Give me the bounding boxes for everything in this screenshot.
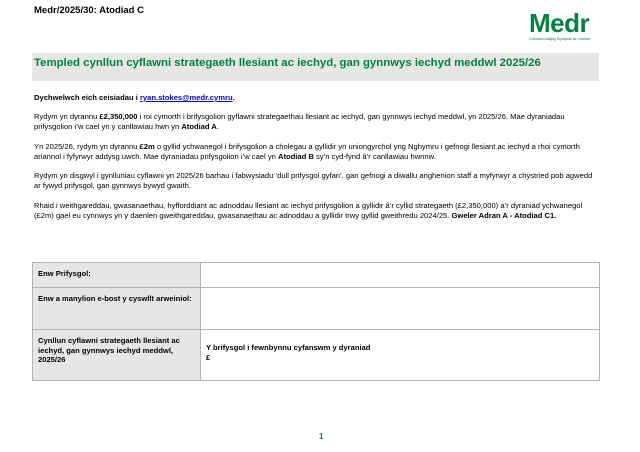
para1-text-3: . xyxy=(216,122,220,131)
logo-subtitle: Comisiwn Addysg Drydyddol ac Ymchwil xyxy=(529,37,590,41)
input-university-name[interactable] xyxy=(201,263,600,288)
para1-text-1: Rydym yn dyrannu xyxy=(34,112,100,121)
table-row xyxy=(33,288,600,330)
paragraph-additional-funding xyxy=(34,142,600,162)
para4-section-ref: Gweler Adran A - Atodiad C1. xyxy=(451,210,557,220)
para2-text-1: Yn 2025/26, rydym yn dyrannu xyxy=(34,141,140,151)
email-link[interactable]: ryan.stokes@medr.cymru xyxy=(139,93,233,102)
para1-text-2: i roi cymorth i brifysgolion gyflawni strategaethau llesiant ac iechyd, gan gynnwys iechyd meddwl, yn 2025/26. Mae dyraniadau prifysgolion i’w cael yn y canllawiau hwn yn xyxy=(34,112,565,131)
return-prefix: Dychwelwch eich ceisiadau i xyxy=(34,93,140,102)
para2-text-3: sy’n cyd-fynd â’r canllawiau hwnnw. xyxy=(313,151,436,161)
page-title: Templed cynllun cyflawni strategaeth llesiant ac iechyd, gan gynnwys iechyd meddwl 2025/26 xyxy=(34,57,541,69)
input-lead-contact[interactable] xyxy=(201,288,600,330)
label-lead-contact: Enw a manylion e-bost y cyswllt arweiniol: xyxy=(33,288,201,330)
para2-annex-ref: Atodiad B xyxy=(277,151,314,161)
label-university-name: Enw Prifysgol: xyxy=(33,263,201,288)
para2-text-2: o gyllid ychwanegol i brifysgolion a cholegau a gyllidir yn uniongyrchol yng Nghymru i gefnogi llesiant ac iechyd a rhoi cymorth ariannol i fyfyrwyr addysg uwch. Mae dyraniadau prifysgolion i’w cael yn xyxy=(34,141,580,161)
table-row xyxy=(33,330,600,381)
label-delivery-plan: Cynllun cyflawni strategaeth llesiant ac iechyd, gan gynnwys iechyd meddwl, 2025/26 xyxy=(33,330,201,381)
para4-text: Rhaid i weithgareddau, gwasanaethau, hyfforddiant ac adnoddau llesiant ac iechyd prifysgolion a gyllidir â’r cyllid strategaeth (£2,350,000) a’r dyraniad ychwanegol (£2m) gael eu cynnwys yn y daenlen gweithgareddau, gwasanaethau ac adnoddau a gyllidir trwy gyllid gweithredu 2024/25. xyxy=(34,200,583,220)
para1-amount: £2,350,000 xyxy=(99,112,138,121)
page-number: 1 xyxy=(319,432,324,441)
medr-logo xyxy=(529,10,609,46)
allocation-currency: £ xyxy=(206,352,211,362)
para2-amount: £2m xyxy=(139,141,155,151)
paragraph-requirements xyxy=(34,201,600,221)
submission-form-table xyxy=(32,262,600,381)
paragraph-expectations: Rydym yn disgwyl i gynlluniau cyflawni yn 2025/26 barhau i fabwysiadu ‘dull prifysgol gyfan’, gan gefnogi a diwallu anghenion staff a myfyrwyr a chystried pob agwedd ar fywyd prifysgol, gan gynnwys bywyd gwaith. xyxy=(34,171,593,190)
return-instruction xyxy=(34,93,600,103)
title-banner xyxy=(32,53,599,81)
paragraph-funding xyxy=(34,112,600,132)
table-row xyxy=(33,263,600,288)
document-reference: Medr/2025/30: Atodiad C xyxy=(34,5,144,16)
document-body xyxy=(34,93,600,230)
para1-annex-ref: Atodiad A xyxy=(181,122,217,131)
input-allocation-total[interactable] xyxy=(201,330,600,381)
return-suffix: . xyxy=(232,93,235,102)
logo-wordmark: Medr xyxy=(529,8,590,38)
allocation-instruction: Y brifysgol i fewnbynnu cyfanswm y dyraniad xyxy=(206,343,371,352)
